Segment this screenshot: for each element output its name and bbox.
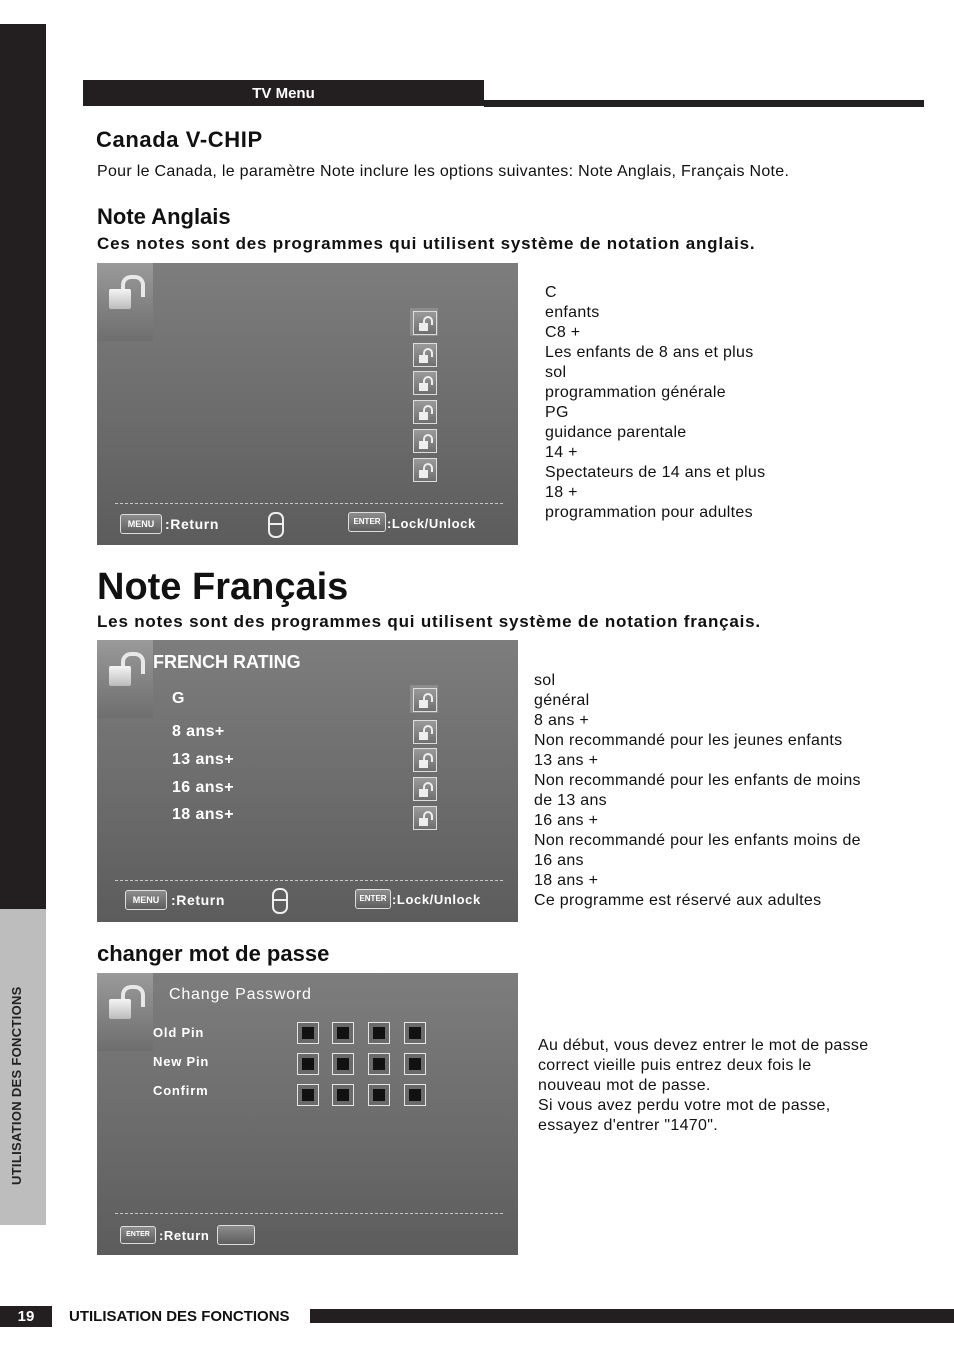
sidebar-label: UTILISATION DES FONCTIONS <box>9 986 24 1185</box>
english-lock-box-3[interactable] <box>413 371 437 395</box>
french-lock-box-16[interactable] <box>413 777 437 801</box>
french-lock-box-18[interactable] <box>413 806 437 830</box>
english-subtitle: Ces notes sont des programmes qui utilisent système de notation anglais. <box>97 234 756 253</box>
english-rating-screen <box>97 263 518 545</box>
header-tab: TV Menu <box>83 80 484 106</box>
padlock-icon <box>109 652 145 686</box>
french-subtitle: Les notes sont des programmes qui utilisent système de notation français. <box>97 612 761 631</box>
french-title: Note Français <box>97 566 349 608</box>
lock-unlock-label: :Lock/Unlock <box>392 892 481 907</box>
old-pin-digit-2[interactable] <box>332 1022 354 1044</box>
french-rating-screen <box>97 640 518 922</box>
password-screen-title: Change Password <box>169 986 312 1003</box>
old-pin-label: Old Pin <box>153 1025 205 1040</box>
rating-16: 16 ans+ <box>172 779 234 796</box>
up-down-arrows-icon <box>268 512 284 538</box>
new-pin-digit-1[interactable] <box>297 1053 319 1075</box>
confirm-label: Confirm <box>153 1083 209 1098</box>
divider <box>115 1213 503 1214</box>
old-pin-digit-3[interactable] <box>368 1022 390 1044</box>
enter-key[interactable]: ENTER <box>348 512 386 532</box>
english-lock-box-6[interactable] <box>413 458 437 482</box>
french-lock-box-8[interactable] <box>413 720 437 744</box>
footer-rule <box>310 1309 954 1323</box>
enter-key[interactable]: ENTER <box>355 889 391 909</box>
change-password-screen <box>97 973 518 1255</box>
up-down-arrows-icon <box>272 888 288 914</box>
padlock-icon <box>109 275 145 309</box>
enter-key[interactable]: ENTER <box>120 1226 156 1244</box>
rating-8: 8 ans+ <box>172 723 225 740</box>
footer-label: UTILISATION DES FONCTIONS <box>69 1308 290 1325</box>
canada-title: Canada V-CHIP <box>96 127 263 152</box>
menu-key[interactable]: MENU <box>120 514 162 534</box>
confirm-digit-4[interactable] <box>404 1084 426 1106</box>
return-label: :Return <box>159 1228 210 1243</box>
english-lock-box-4[interactable] <box>413 400 437 424</box>
french-lock-box-g[interactable] <box>413 688 437 712</box>
rating-18: 18 ans+ <box>172 806 234 823</box>
confirm-digit-2[interactable] <box>332 1084 354 1106</box>
french-screen-title: FRENCH RATING <box>153 652 301 672</box>
new-pin-digit-3[interactable] <box>368 1053 390 1075</box>
canada-intro: Pour le Canada, le paramètre Note inclure les options suivantes: Note Anglais, Français Note. <box>97 163 790 180</box>
old-pin-digit-1[interactable] <box>297 1022 319 1044</box>
french-lock-box-13[interactable] <box>413 748 437 772</box>
sidebar-bar <box>0 24 46 909</box>
english-lock-box-5[interactable] <box>413 429 437 453</box>
rating-g: G <box>172 690 185 707</box>
old-pin-digit-4[interactable] <box>404 1022 426 1044</box>
menu-key[interactable]: MENU <box>125 890 167 910</box>
english-title: Note Anglais <box>97 204 231 229</box>
return-label: :Return <box>165 516 219 532</box>
password-description: Au début, vous devez entrer le mot de passe correct vieille puis entrez deux fois le nouveau mot de passe. Si vous avez perdu votre mot de passe, essayez d'entrer "1470". <box>538 1037 869 1134</box>
english-descriptions: C enfants C8 + Les enfants de 8 ans et plus sol programmation générale PG guidance parentale 14 + Spectateurs de 14 ans et plus 18 + programmation pour adultes <box>545 284 766 521</box>
new-pin-label: New Pin <box>153 1054 210 1069</box>
divider <box>115 880 503 881</box>
english-lock-box-1[interactable] <box>413 311 437 335</box>
padlock-icon <box>109 985 145 1019</box>
page-number: 19 <box>0 1306 52 1327</box>
english-lock-box-2[interactable] <box>413 343 437 367</box>
confirm-digit-1[interactable] <box>297 1084 319 1106</box>
lock-unlock-label: :Lock/Unlock <box>387 516 476 531</box>
confirm-digit-3[interactable] <box>368 1084 390 1106</box>
divider <box>115 503 503 504</box>
french-descriptions: sol général 8 ans + Non recommandé pour les jeunes enfants 13 ans + Non recommandé pour les enfants de moins de 13 ans 16 ans + Non recommandé pour les enfants moins de 16 ans 18 ans + Ce programme est réservé aux adultes <box>534 672 861 909</box>
password-title: changer mot de passe <box>97 941 330 966</box>
header-rule <box>484 100 924 107</box>
new-pin-digit-4[interactable] <box>404 1053 426 1075</box>
new-pin-digit-2[interactable] <box>332 1053 354 1075</box>
blank-key[interactable] <box>217 1225 255 1245</box>
return-label: :Return <box>171 892 225 908</box>
rating-13: 13 ans+ <box>172 751 234 768</box>
